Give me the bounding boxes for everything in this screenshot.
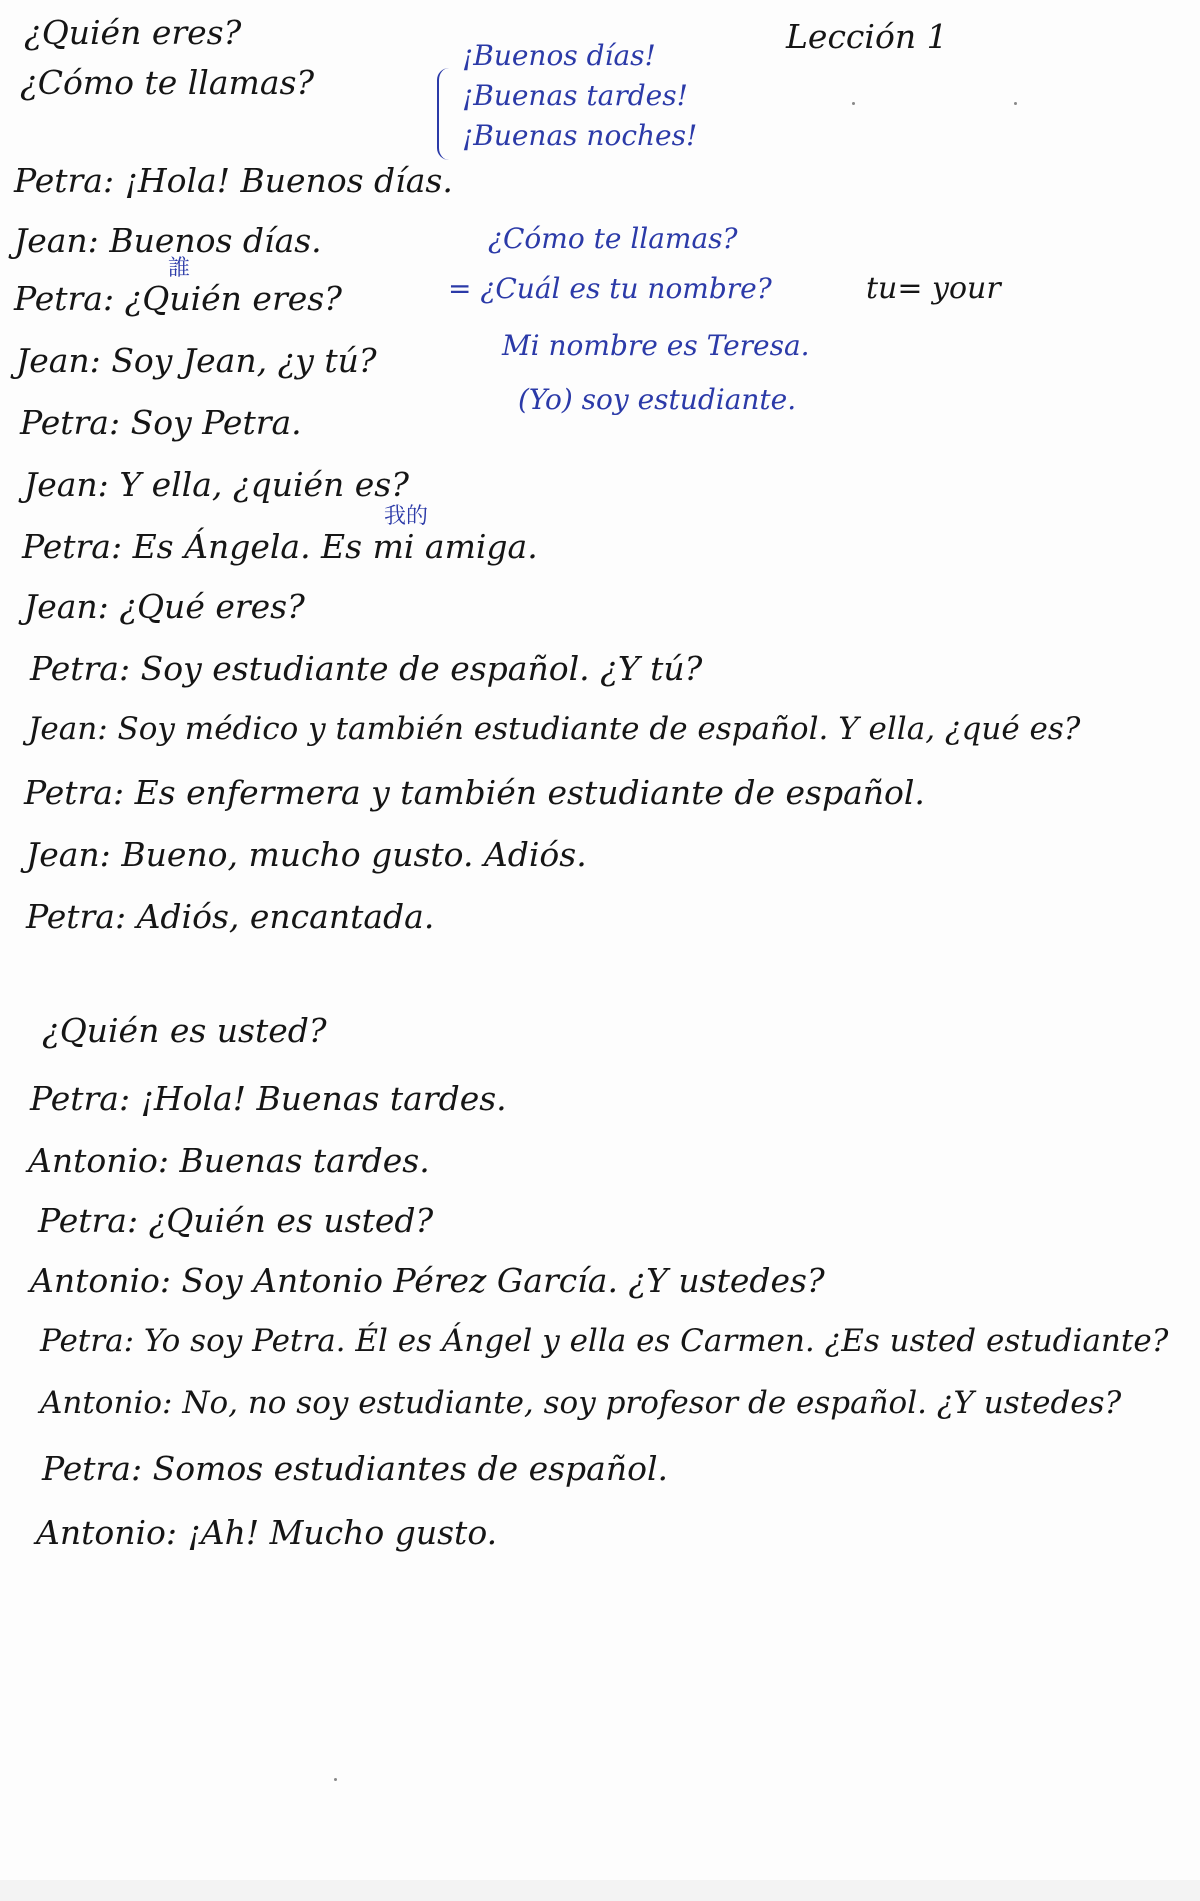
dialogue2-line bbox=[38, 1201, 434, 1240]
dialogue1-line bbox=[14, 221, 322, 260]
greetings-bracket bbox=[437, 68, 451, 160]
dialogue1-line bbox=[16, 341, 377, 380]
speaker-name: Antonio: bbox=[36, 1513, 178, 1552]
speaker-name: Jean: bbox=[16, 341, 101, 380]
speaker-name: Petra: bbox=[14, 279, 115, 318]
dialogue-text: Buenas tardes. bbox=[179, 1141, 430, 1180]
dialogue-text: Buenos días. bbox=[109, 221, 322, 260]
speaker-name: Jean: bbox=[26, 835, 111, 874]
dialogue-text: ¡Ah! Mucho gusto. bbox=[187, 1513, 498, 1552]
note-yo-soy: (Yo) soy estudiante. bbox=[518, 383, 797, 416]
note-tu-your: tu= your bbox=[866, 271, 1001, 306]
speaker-name: Jean: bbox=[14, 221, 99, 260]
dialogue-text: Bueno, mucho gusto. Adiós. bbox=[121, 835, 587, 874]
dialogue2-line bbox=[42, 1449, 669, 1488]
speaker-name: Petra: bbox=[38, 1201, 139, 1240]
dialogue-text: Es enfermera y también estudiante de español. bbox=[134, 773, 925, 812]
dialogue1-line bbox=[26, 835, 587, 874]
dialogue-text: Adiós, encantada. bbox=[136, 897, 435, 936]
speaker-name: Petra: bbox=[30, 649, 131, 688]
dialogue-text: ¡Hola! Buenos días. bbox=[124, 161, 453, 200]
dialogue-text: Somos estudiantes de español. bbox=[152, 1449, 669, 1488]
note-mi-nombre: Mi nombre es Teresa. bbox=[502, 329, 810, 362]
speaker-name: Petra: bbox=[22, 527, 123, 566]
note-como-te-llamas: ¿Cómo te llamas? bbox=[488, 222, 738, 255]
stray-mark bbox=[334, 1778, 337, 1781]
lesson-title: Lección 1 bbox=[786, 17, 948, 56]
dialogue1-line bbox=[24, 465, 409, 504]
speaker-name: Antonio: bbox=[28, 1141, 170, 1180]
dialogue1-line bbox=[14, 279, 342, 318]
dialogue-text: Y ella, ¿quién es? bbox=[119, 465, 409, 504]
dialogue-text: ¿Quién eres? bbox=[124, 279, 342, 318]
greeting-morning: ¡Buenos días! bbox=[462, 39, 656, 72]
speaker-name: Petra: bbox=[24, 773, 125, 812]
header-question-2: ¿Cómo te llamas? bbox=[20, 63, 315, 102]
dialogue2-line bbox=[30, 1261, 825, 1300]
header-question-1: ¿Quién eres? bbox=[24, 13, 242, 52]
dialogue-text: ¡Hola! Buenas tardes. bbox=[140, 1079, 507, 1118]
speaker-name: Petra: bbox=[30, 1079, 131, 1118]
speaker-name: Jean: bbox=[24, 587, 109, 626]
greeting-night: ¡Buenas noches! bbox=[462, 119, 698, 152]
dialogue-text: Soy médico y también estudiante de español. Y ella, ¿qué es? bbox=[117, 711, 1081, 747]
dialogue1-line bbox=[24, 773, 925, 812]
dialogue1-line bbox=[26, 897, 435, 936]
dialogue1-line bbox=[22, 527, 538, 566]
dialogue2-line bbox=[30, 1079, 507, 1118]
dialogue1-line bbox=[20, 403, 302, 442]
dialogue-text: Es Ángela. Es mi amiga. bbox=[132, 527, 538, 566]
dialogue2-line bbox=[28, 1141, 430, 1180]
speaker-name: Jean: bbox=[24, 465, 109, 504]
dialogue-text: Soy estudiante de español. ¿Y tú? bbox=[140, 649, 703, 688]
speaker-name: Petra: bbox=[26, 897, 127, 936]
stray-mark bbox=[1014, 102, 1017, 105]
note-cual-es-tu-nombre: = ¿Cuál es tu nombre? bbox=[448, 272, 772, 305]
speaker-name: Antonio: bbox=[40, 1385, 173, 1421]
dialogue1-line bbox=[14, 161, 453, 200]
dialogue1-line bbox=[30, 649, 703, 688]
dialogue2-line bbox=[40, 1385, 1122, 1421]
dialogue2-line bbox=[36, 1513, 498, 1552]
dialogue-text: Soy Jean, ¿y tú? bbox=[111, 341, 377, 380]
greeting-afternoon: ¡Buenas tardes! bbox=[462, 79, 688, 112]
dialogue-text: Soy Petra. bbox=[130, 403, 302, 442]
annotation-quien: 誰 bbox=[168, 256, 191, 281]
speaker-name: Antonio: bbox=[30, 1261, 172, 1300]
dialogue1-line bbox=[28, 711, 1081, 747]
scan-edge bbox=[0, 1880, 1200, 1901]
speaker-name: Petra: bbox=[14, 161, 115, 200]
speaker-name: Petra: bbox=[20, 403, 121, 442]
speaker-name: Petra: bbox=[42, 1449, 143, 1488]
dialogue-text: No, no soy estudiante, soy profesor de español. ¿Y ustedes? bbox=[182, 1385, 1122, 1421]
stray-mark bbox=[852, 102, 855, 105]
dialogue-text: ¿Quién es usted? bbox=[148, 1201, 434, 1240]
annotation-mi: 我的 bbox=[384, 504, 429, 529]
dialogue-text: Soy Antonio Pérez García. ¿Y ustedes? bbox=[181, 1261, 825, 1300]
section2-title: ¿Quién es usted? bbox=[42, 1011, 327, 1050]
speaker-name: Jean: bbox=[28, 711, 108, 747]
dialogue-text: ¿Qué eres? bbox=[119, 587, 305, 626]
dialogue1-line bbox=[24, 587, 305, 626]
dialogue-text: Yo soy Petra. Él es Ángel y ella es Carmen. ¿Es usted estudiante? bbox=[143, 1323, 1169, 1359]
dialogue2-line bbox=[40, 1323, 1169, 1359]
speaker-name: Petra: bbox=[40, 1323, 135, 1359]
